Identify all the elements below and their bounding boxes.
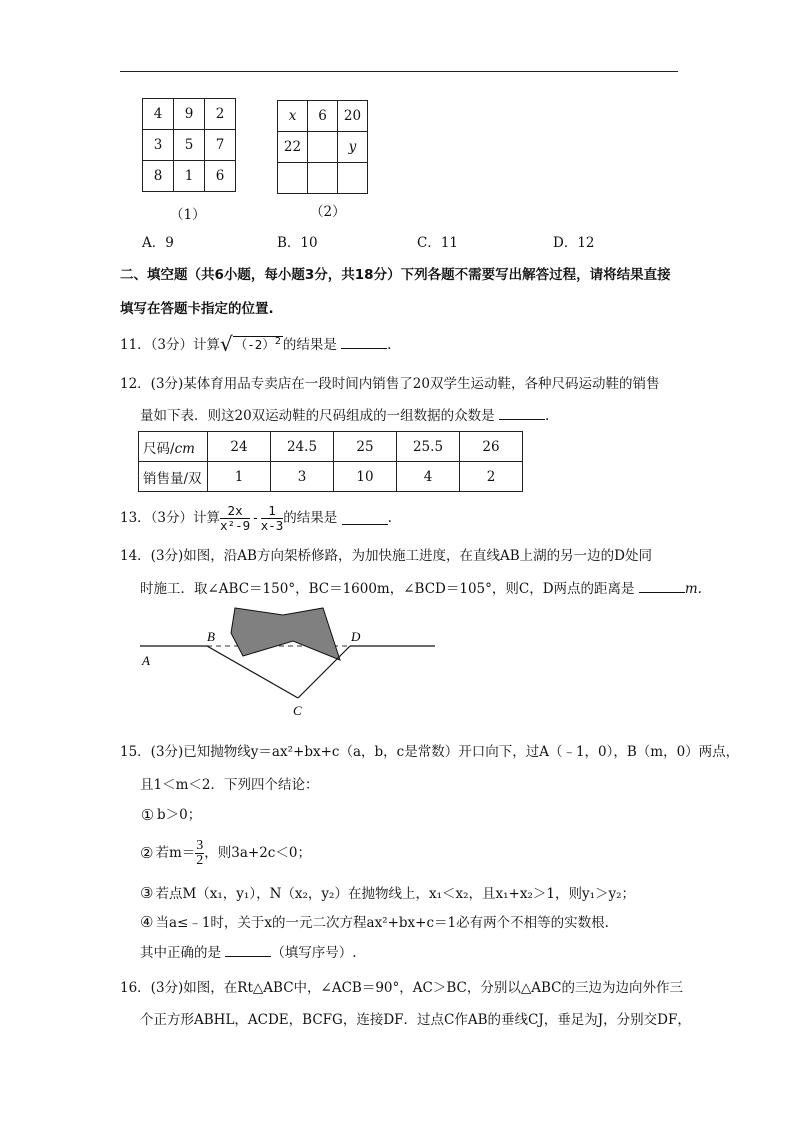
grid2-cell: 6 bbox=[308, 101, 338, 132]
grid1-cell: 5 bbox=[174, 130, 205, 161]
question-16-line1: 16．(3分)如图，在Rt△ABC中，∠ACB＝90°，AC＞BC，分别以△ABC的三边为边向外作三 bbox=[120, 980, 683, 996]
header-rule bbox=[120, 71, 678, 72]
sqrt-sign: √ bbox=[220, 332, 233, 357]
segment-bc bbox=[207, 646, 298, 698]
table-cell: 25 bbox=[334, 432, 397, 462]
grid2-caption: （2） bbox=[310, 204, 346, 220]
grid1-caption: （1） bbox=[170, 207, 206, 223]
grid2-cell bbox=[308, 132, 338, 163]
magic-square-1 bbox=[142, 98, 236, 192]
label-b: B bbox=[207, 629, 215, 644]
choice-a: A．9 bbox=[142, 235, 174, 251]
shoe-size-table bbox=[138, 431, 523, 492]
question-11: 11．（3分）计算√ $(-2)^2$ 的结果是 . bbox=[120, 332, 392, 357]
question-15-line1: 15．(3分)已知抛物线y＝ax²+bx+c（a，b，c是常数）开口向下，过A（﹣1，0），B（m，0）两点， bbox=[120, 744, 740, 760]
grid2-cell bbox=[338, 163, 368, 194]
section-heading-line1: 二、填空题（共6小题，每小题3分，共18分）下列各题不需要写出解答过程，请将结果直接 bbox=[120, 267, 671, 283]
answer-blank bbox=[341, 336, 387, 349]
table-header-count: 销售量/双 bbox=[139, 462, 208, 492]
question-14-line2: 时施工．取∠ABC＝150°，BC＝1600m，∠BCD＝105°，则C，D两点的距离是 m. bbox=[140, 581, 702, 597]
answer-blank bbox=[499, 407, 545, 420]
grid1-cell: 2 bbox=[205, 99, 236, 130]
question-15-answer: 其中正确的是 （填写序号）. bbox=[140, 945, 357, 961]
answer-blank bbox=[225, 944, 271, 957]
conclusion-2: ② 若m＝ $\frac{3}{2}$ ，则3a+2c＜0； bbox=[140, 837, 311, 868]
grid2-cell bbox=[278, 163, 308, 194]
grid1-cell: 1 bbox=[174, 161, 205, 192]
conclusion-3: ③ 若点M（x₁，y₁），N（x₂，y₂）在抛物线上，x₁＜x₂，且x₁+x₂＞1，则y₁＞y₂； bbox=[140, 884, 636, 902]
table-cell: 1 bbox=[208, 462, 271, 492]
table-cell: 2 bbox=[460, 462, 523, 492]
q11-radicand: $(-2)^2$ bbox=[234, 336, 281, 353]
grid1-cell: 3 bbox=[143, 130, 174, 161]
question-13: 13．（3分）计算 $\frac{2x}{\text{x²-9}}$ - $\frac{1}{x-3}$ 的结果是 . bbox=[120, 502, 392, 533]
fraction-2: $\frac{1}{x-3}$ bbox=[260, 502, 284, 533]
magic-square-2 bbox=[277, 100, 368, 194]
conclusion-1: ① b＞0； bbox=[140, 806, 202, 824]
answer-blank bbox=[342, 512, 388, 525]
question-16-line2: 个正方形ABHL，ACDE，BCFG，连接DF．过点C作AB的垂线CJ，垂足为J，分别交DF， bbox=[140, 1012, 691, 1028]
grid1-cell: 9 bbox=[174, 99, 205, 130]
question-12-line1: 12．(3分)某体育用品专卖店在一段时间内销售了20双学生运动鞋，各种尺码运动鞋的销售 bbox=[120, 376, 660, 392]
table-cell: 4 bbox=[397, 462, 460, 492]
fraction-3-2: $\frac{3}{2}$ bbox=[196, 837, 204, 868]
grid1-cell: 6 bbox=[205, 161, 236, 192]
fraction-1: $\frac{2x}{\text{x²-9}}$ bbox=[220, 502, 251, 533]
table-cell: 26 bbox=[460, 432, 523, 462]
table-cell: 25.5 bbox=[397, 432, 460, 462]
table-cell: 24.5 bbox=[271, 432, 334, 462]
label-a: A bbox=[142, 653, 150, 668]
lake-shape bbox=[231, 608, 340, 660]
table-header-size: 尺码/cm bbox=[139, 432, 208, 462]
choice-d: D．12 bbox=[553, 235, 595, 251]
question-12-line2: 量如下表．则这20双运动鞋的尺码组成的一组数据的众数是 . bbox=[140, 408, 550, 424]
grid2-cell bbox=[308, 163, 338, 194]
bridge-figure bbox=[135, 603, 445, 718]
grid1-cell: 7 bbox=[205, 130, 236, 161]
section-heading-line2: 填写在答题卡指定的位置. bbox=[120, 301, 274, 317]
grid2-cell: x bbox=[278, 101, 308, 132]
grid2-cell: 20 bbox=[338, 101, 368, 132]
table-cell: 3 bbox=[271, 462, 334, 492]
question-15-line2: 且1＜m＜2．下列四个结论： bbox=[140, 777, 319, 793]
choice-c: C．11 bbox=[417, 235, 459, 251]
table-cell: 24 bbox=[208, 432, 271, 462]
table-cell: 10 bbox=[334, 462, 397, 492]
label-c: C bbox=[293, 703, 302, 718]
grid2-cell: y bbox=[338, 132, 368, 163]
question-14-line1: 14．(3分)如图，沿AB方向架桥修路，为加快施工进度，在直线AB上湖的另一边的D处同 bbox=[120, 548, 652, 564]
grid2-cell: 22 bbox=[278, 132, 308, 163]
choice-b: B．10 bbox=[277, 235, 318, 251]
q11-prefix: 11．（3分）计算 bbox=[120, 337, 221, 354]
grid1-cell: 8 bbox=[143, 161, 174, 192]
label-d: D bbox=[351, 629, 361, 644]
q11-suffix: 的结果是 bbox=[282, 337, 337, 354]
conclusion-4: ④ 当a≤﹣1时，关于x的一元二次方程ax²+bx+c＝1必有两个不相等的实数根. bbox=[140, 913, 609, 931]
grid1-cell: 4 bbox=[143, 99, 174, 130]
answer-blank bbox=[639, 580, 685, 593]
